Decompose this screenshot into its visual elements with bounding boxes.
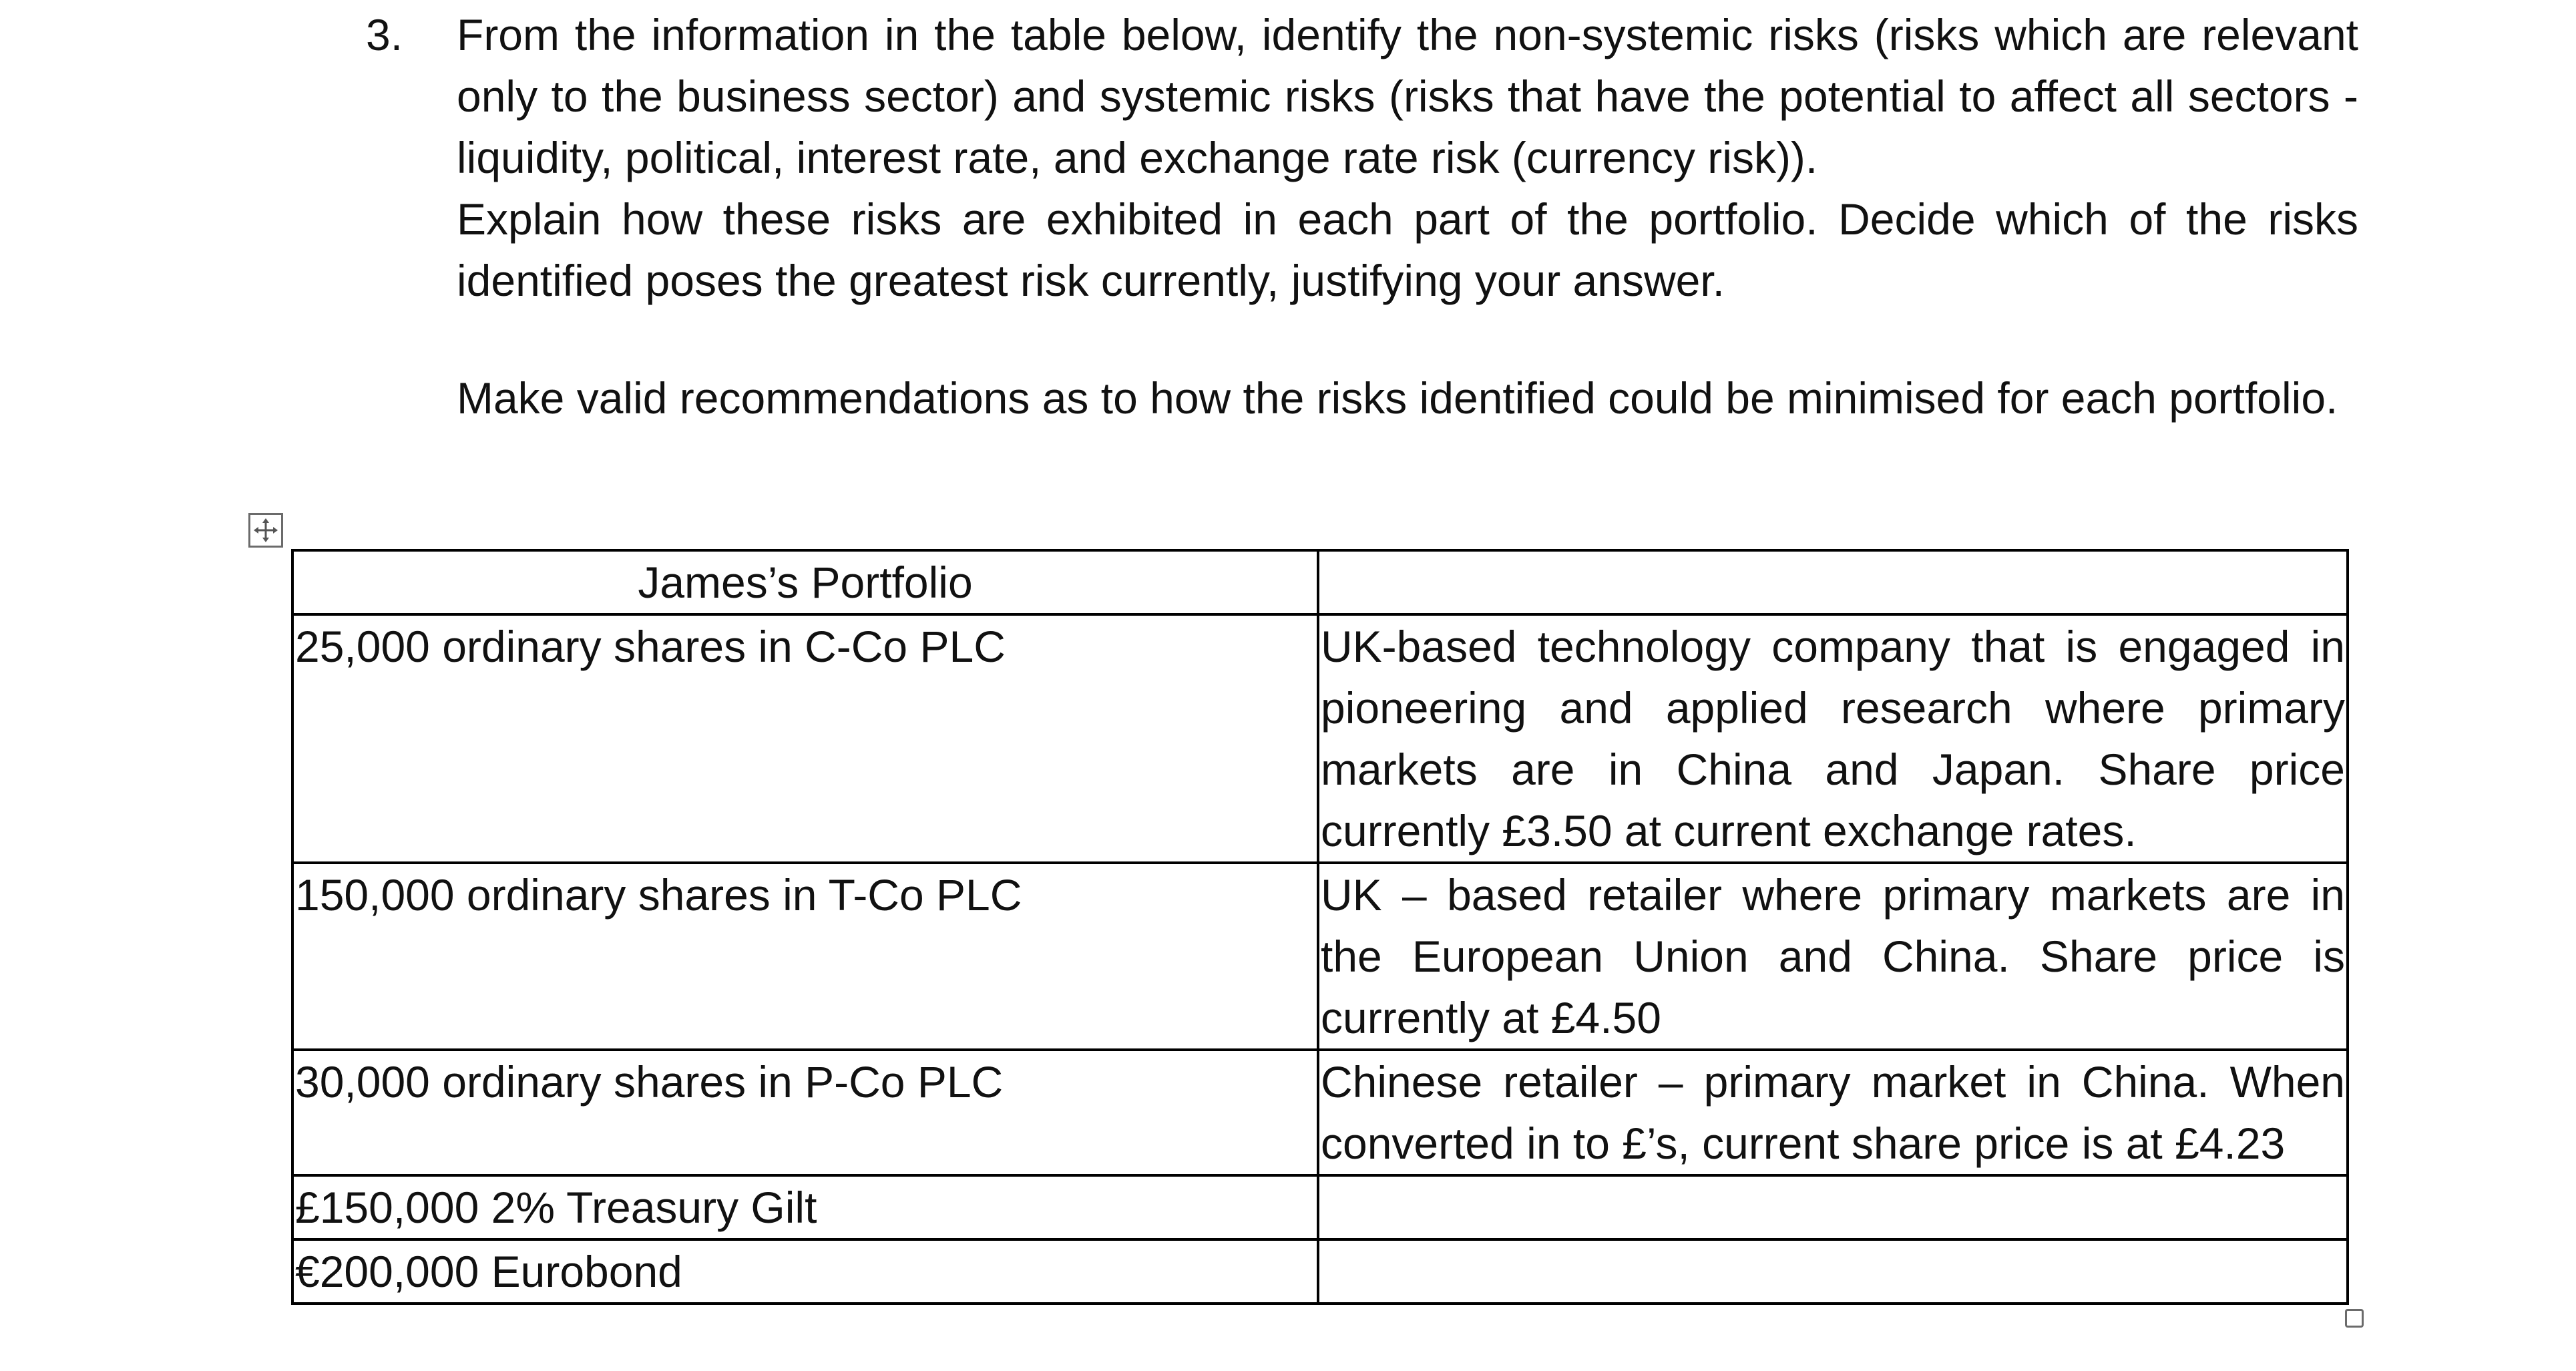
description-cell[interactable]: UK-based technology company that is engaged in pioneering and applied research where primary markets are in China and Japan. Share price currently £3.50 at current exchange rates. [1318,614,2348,863]
table-header-row [292,550,2348,614]
table-row [292,1175,2348,1239]
table-row [292,863,2348,1050]
holding-cell[interactable]: 150,000 ordinary shares in T-Co PLC [292,863,1318,1050]
question-paragraph-1: From the information in the table below, identify the non-systemic risks (risks which are relevant only to the business sector) and systemic risks (risks that have the potential to affect all sectors - liquidity, political, interest rate, and exchange rate risk (currency risk)). [457,10,2358,182]
table-row [292,1239,2348,1304]
question-number: 3. [366,10,403,59]
table-header-cell-right[interactable] [1318,550,2348,614]
holding-cell[interactable]: €200,000 Eurobond [292,1239,1318,1304]
description-cell[interactable] [1318,1239,2348,1304]
description-cell[interactable] [1318,1175,2348,1239]
table-row [292,1050,2348,1175]
question-paragraph-2: Explain how these risks are exhibited in each part of the portfolio. Decide which of the risks identified poses the greatest risk currently, justifying your answer. [457,194,2358,305]
portfolio-table [291,549,2349,1305]
move-icon [253,518,278,543]
table-header-cell[interactable]: James’s Portfolio [292,550,1318,614]
holding-cell[interactable]: 25,000 ordinary shares in C-Co PLC [292,614,1318,863]
table-row [292,614,2348,863]
question-paragraph-3: Make valid recommendations as to how the risks identified could be minimised for each portfolio. [457,373,2338,423]
holding-cell[interactable]: £150,000 2% Treasury Gilt [292,1175,1318,1239]
table-move-handle[interactable] [248,513,283,548]
description-cell[interactable]: Chinese retailer – primary market in China. When converted in to £’s, current share price is at £4.23 [1318,1050,2348,1175]
table-resize-handle[interactable] [2345,1309,2364,1328]
question-text [457,4,2358,429]
holding-cell[interactable]: 30,000 ordinary shares in P-Co PLC [292,1050,1318,1175]
description-cell[interactable]: UK – based retailer where primary markets are in the European Union and China. Share price is currently at £4.50 [1318,863,2348,1050]
